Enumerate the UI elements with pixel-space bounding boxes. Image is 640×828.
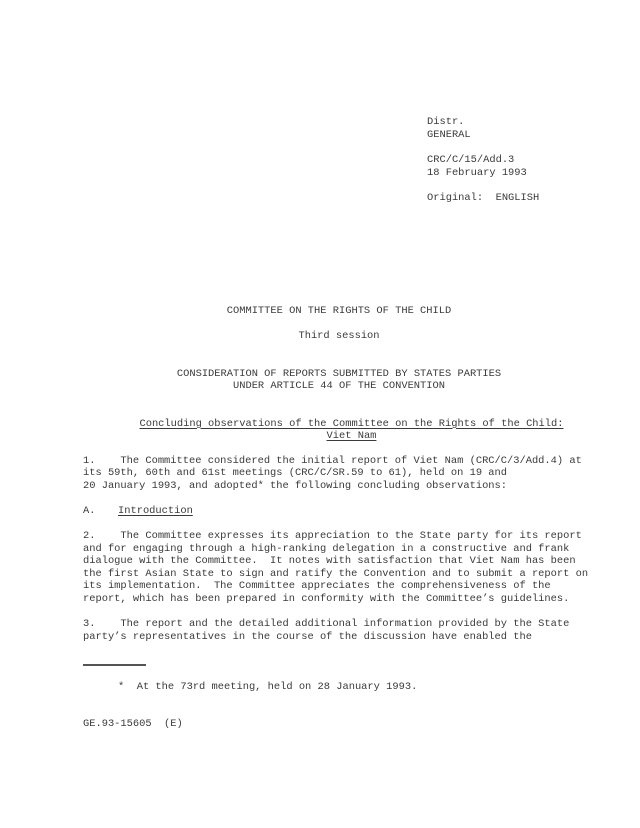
document-symbol: CRC/C/15/Add.3 [427,154,515,166]
paragraph-line: its implementation. The Committee appreciates the comprehensiveness of the [83,580,551,592]
distr-label: Distr. [427,116,465,128]
section-letter: A. [83,505,96,517]
paragraph-line: 2. The Committee expresses its appreciation to the State party for its report [83,530,582,542]
paragraph-line: 1. The Committee considered the initial report of Viet Nam (CRC/C/3/Add.4) at [83,455,582,467]
paragraph-line: party’s representatives in the course of the discussion have enabled the [83,631,532,643]
committee-name: COMMITTEE ON THE RIGHTS OF THE CHILD [226,305,452,317]
distribution-status: GENERAL [427,129,471,141]
consideration-heading-line2: UNDER ARTICLE 44 OF THE CONVENTION [232,380,445,392]
concluding-heading-line2-wrap [0,417,640,455]
footnote-separator [83,664,146,666]
session-title: Third session [298,330,380,342]
job-number: GE.93-15605 (E) [83,718,183,730]
paragraph-line: 3. The report and the detailed additional information provided by the State [83,618,570,630]
concluding-heading-line1: Concluding observations of the Committee on the Rights of the Child: [139,417,564,430]
paragraph-line: and for engaging through a high-ranking delegation in a constructive and frank [83,543,570,555]
footnote: * At the 73rd meeting, held on 28 January 1993. [118,681,418,693]
paragraph-line: dialogue with the Committee. It notes with satisfaction that Viet Nam has been [83,555,576,567]
consideration-heading-line1: CONSIDERATION OF REPORTS SUBMITTED BY STATES PARTIES [176,368,502,380]
paragraph-line: report, which has been prepared in conformity with the Committee’s guidelines. [83,593,570,605]
section-title: Introduction [118,505,193,517]
original-language: Original: ENGLISH [427,192,540,204]
document-date: 18 February 1993 [427,167,527,179]
paragraph-line: its 59th, 60th and 61st meetings (CRC/C/SR.59 to 61), held on 19 and [83,467,508,479]
paragraph-line: the first Asian State to sign and ratify the Convention and to submit a report on [83,568,589,580]
country-name: Viet Nam [326,429,377,442]
paragraph-line: 20 January 1993, and adopted* the following concluding observations: [83,480,508,492]
